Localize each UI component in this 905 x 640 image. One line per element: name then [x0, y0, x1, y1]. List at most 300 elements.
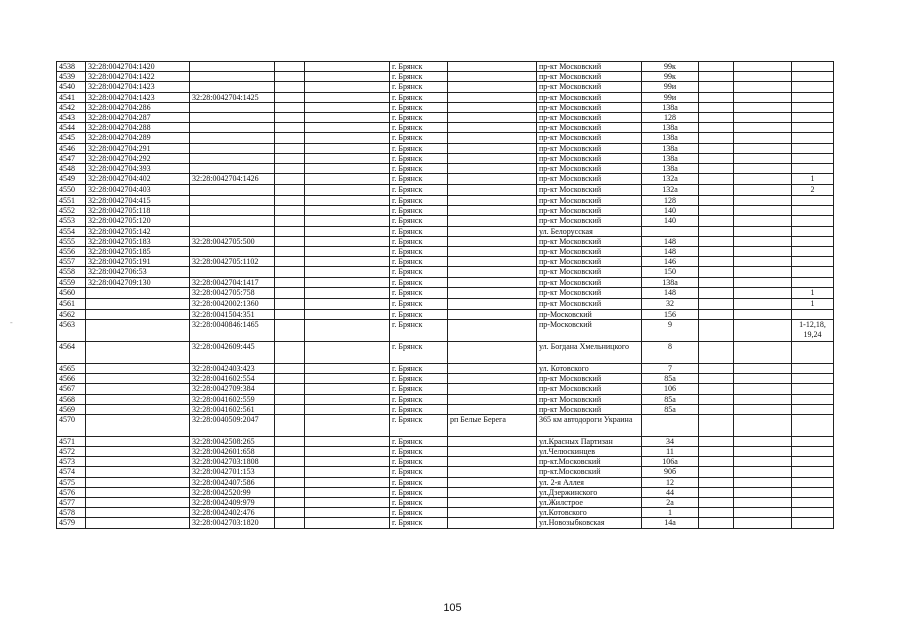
empty-cell	[734, 216, 792, 226]
settlement-cell	[448, 174, 537, 185]
settlement-cell	[448, 298, 537, 309]
table-row	[57, 143, 834, 153]
empty-cell	[305, 374, 390, 384]
empty-cell	[305, 102, 390, 112]
house-number-cell: 9	[642, 319, 699, 341]
house-number-cell: 138а	[642, 102, 699, 112]
related-cadastral-number-cell: 32:28:0041602:561	[190, 404, 275, 414]
premises-number-cell	[792, 277, 834, 287]
row-number-cell: 4578	[57, 508, 86, 518]
settlement-cell	[448, 487, 537, 497]
city-cell: г. Брянск	[390, 163, 448, 173]
empty-cell	[699, 457, 734, 467]
empty-cell	[699, 216, 734, 226]
street-cell: ул. Котовского	[537, 363, 642, 373]
premises-number-cell	[792, 404, 834, 414]
empty-cell	[275, 319, 305, 341]
table-row	[57, 518, 834, 528]
empty-cell	[305, 487, 390, 497]
street-cell: пр-кт.Московский	[537, 467, 642, 477]
cadastral-number-cell	[86, 341, 190, 363]
empty-cell	[699, 477, 734, 487]
settlement-cell	[448, 133, 537, 143]
house-number-cell: 148	[642, 247, 699, 257]
empty-cell	[699, 341, 734, 363]
row-number-cell: 4539	[57, 72, 86, 82]
row-number-cell: 4570	[57, 414, 86, 436]
house-number-cell: 138а	[642, 163, 699, 173]
table-row	[57, 82, 834, 92]
empty-cell	[305, 247, 390, 257]
city-cell: г. Брянск	[390, 384, 448, 394]
empty-cell	[305, 206, 390, 216]
empty-cell	[699, 92, 734, 102]
table-row	[57, 216, 834, 226]
premises-number-cell	[792, 216, 834, 226]
settlement-cell	[448, 498, 537, 508]
premises-number-cell	[792, 467, 834, 477]
premises-number-cell	[792, 92, 834, 102]
empty-cell	[305, 267, 390, 277]
city-cell: г. Брянск	[390, 394, 448, 404]
related-cadastral-number-cell: 32:28:0042520:99	[190, 487, 275, 497]
empty-cell	[275, 436, 305, 446]
street-cell: пр-кт Московский	[537, 143, 642, 153]
cadastral-number-cell: 32:28:0042704:393	[86, 163, 190, 173]
row-number-cell: 4571	[57, 436, 86, 446]
city-cell: г. Брянск	[390, 216, 448, 226]
row-number-cell: 4556	[57, 247, 86, 257]
street-cell: пр-кт Московский	[537, 257, 642, 267]
street-cell: пр-кт Московский	[537, 287, 642, 298]
city-cell: г. Брянск	[390, 112, 448, 122]
street-cell: ул.Жилстрое	[537, 498, 642, 508]
empty-cell	[275, 467, 305, 477]
related-cadastral-number-cell	[190, 133, 275, 143]
premises-number-cell	[792, 257, 834, 267]
house-number-cell: 138а	[642, 143, 699, 153]
house-number-cell: 14а	[642, 518, 699, 528]
empty-cell	[275, 247, 305, 257]
related-cadastral-number-cell	[190, 163, 275, 173]
premises-number-cell	[792, 477, 834, 487]
empty-cell	[699, 143, 734, 153]
city-cell: г. Брянск	[390, 277, 448, 287]
table-row	[57, 508, 834, 518]
settlement-cell	[448, 384, 537, 394]
page-number: 105	[443, 602, 462, 614]
premises-number-cell	[792, 363, 834, 373]
related-cadastral-number-cell	[190, 72, 275, 82]
settlement-cell	[448, 62, 537, 72]
city-cell: г. Брянск	[390, 518, 448, 528]
empty-cell	[305, 404, 390, 414]
empty-cell	[275, 236, 305, 246]
street-cell: ул.Новозыбковская	[537, 518, 642, 528]
empty-cell	[305, 196, 390, 206]
table-row	[57, 384, 834, 394]
cadastral-number-cell: 32:28:0042704:287	[86, 112, 190, 122]
row-number-cell: 4540	[57, 82, 86, 92]
table-row	[57, 236, 834, 246]
empty-cell	[734, 123, 792, 133]
cadastral-number-cell: 32:28:0042704:1422	[86, 72, 190, 82]
cadastral-number-cell	[86, 518, 190, 528]
related-cadastral-number-cell: 32:28:0042704:1417	[190, 277, 275, 287]
empty-cell	[734, 257, 792, 267]
empty-cell	[275, 153, 305, 163]
settlement-cell	[448, 508, 537, 518]
premises-number-cell	[792, 62, 834, 72]
empty-cell	[275, 447, 305, 457]
city-cell: г. Брянск	[390, 487, 448, 497]
house-number-cell: 140	[642, 206, 699, 216]
empty-cell	[305, 447, 390, 457]
cadastral-number-cell	[86, 487, 190, 497]
related-cadastral-number-cell	[190, 153, 275, 163]
row-number-cell: 4553	[57, 216, 86, 226]
premises-number-cell	[792, 508, 834, 518]
empty-cell	[305, 153, 390, 163]
empty-cell	[305, 226, 390, 236]
settlement-cell	[448, 123, 537, 133]
street-cell: ул. Белорусская	[537, 226, 642, 236]
empty-cell	[275, 374, 305, 384]
house-number-cell: 148	[642, 236, 699, 246]
cadastral-number-cell	[86, 414, 190, 436]
empty-cell	[699, 298, 734, 309]
empty-cell	[275, 277, 305, 287]
empty-cell	[734, 404, 792, 414]
cadastral-number-cell	[86, 457, 190, 467]
row-number-cell: 4547	[57, 153, 86, 163]
empty-cell	[275, 309, 305, 319]
house-number-cell: 128	[642, 196, 699, 206]
empty-cell	[699, 487, 734, 497]
house-number-cell: 8	[642, 341, 699, 363]
settlement-cell	[448, 404, 537, 414]
settlement-cell	[448, 82, 537, 92]
related-cadastral-number-cell: 32:28:0042402:476	[190, 508, 275, 518]
premises-number-cell: 1	[792, 298, 834, 309]
empty-cell	[275, 341, 305, 363]
settlement-cell	[448, 206, 537, 216]
cadastral-number-cell: 32:28:0042704:415	[86, 196, 190, 206]
empty-cell	[305, 363, 390, 373]
premises-number-cell	[792, 72, 834, 82]
settlement-cell	[448, 102, 537, 112]
related-cadastral-number-cell: 32:28:0040846:1465	[190, 319, 275, 341]
cadastral-number-cell	[86, 404, 190, 414]
empty-cell	[734, 72, 792, 82]
cadastral-number-cell: 32:28:0042704:291	[86, 143, 190, 153]
empty-cell	[305, 436, 390, 446]
settlement-cell	[448, 477, 537, 487]
settlement-cell	[448, 247, 537, 257]
street-cell: ул.Дзержинского	[537, 487, 642, 497]
cadastral-number-cell: 32:28:0042704:286	[86, 102, 190, 112]
house-number-cell: 148	[642, 287, 699, 298]
empty-cell	[305, 185, 390, 196]
street-cell: пр-кт Московский	[537, 92, 642, 102]
empty-cell	[734, 508, 792, 518]
premises-number-cell	[792, 143, 834, 153]
cadastral-number-cell: 32:28:0042705:142	[86, 226, 190, 236]
city-cell: г. Брянск	[390, 341, 448, 363]
empty-cell	[305, 123, 390, 133]
empty-cell	[275, 112, 305, 122]
cadastral-number-cell: 32:28:0042704:403	[86, 185, 190, 196]
premises-number-cell	[792, 153, 834, 163]
empty-cell	[305, 319, 390, 341]
street-cell: пр-кт Московский	[537, 123, 642, 133]
empty-cell	[699, 82, 734, 92]
table-row	[57, 226, 834, 236]
empty-cell	[734, 92, 792, 102]
empty-cell	[305, 72, 390, 82]
street-cell: пр-кт Московский	[537, 72, 642, 82]
row-number-cell: 4572	[57, 447, 86, 457]
city-cell: г. Брянск	[390, 457, 448, 467]
city-cell: г. Брянск	[390, 309, 448, 319]
street-cell: пр-кт Московский	[537, 196, 642, 206]
cadastral-number-cell	[86, 287, 190, 298]
empty-cell	[305, 341, 390, 363]
row-number-cell: 4559	[57, 277, 86, 287]
related-cadastral-number-cell	[190, 185, 275, 196]
settlement-cell	[448, 363, 537, 373]
house-number-cell: 132а	[642, 174, 699, 185]
house-number-cell: 138а	[642, 123, 699, 133]
row-number-cell: 4562	[57, 309, 86, 319]
city-cell: г. Брянск	[390, 447, 448, 457]
settlement-cell	[448, 92, 537, 102]
empty-cell	[305, 287, 390, 298]
city-cell: г. Брянск	[390, 102, 448, 112]
empty-cell	[275, 508, 305, 518]
premises-number-cell	[792, 247, 834, 257]
empty-cell	[734, 62, 792, 72]
row-number-cell: 4551	[57, 196, 86, 206]
city-cell: г. Брянск	[390, 196, 448, 206]
cadastral-number-cell	[86, 477, 190, 487]
table-row	[57, 319, 834, 341]
table-row	[57, 133, 834, 143]
table-row	[57, 185, 834, 196]
empty-cell	[734, 277, 792, 287]
cadastral-number-cell: 32:28:0042706:53	[86, 267, 190, 277]
house-number-cell	[642, 226, 699, 236]
table-row	[57, 309, 834, 319]
premises-number-cell: 1	[792, 174, 834, 185]
street-cell: пр-кт Московский	[537, 374, 642, 384]
table-row	[57, 206, 834, 216]
table-row	[57, 341, 834, 363]
empty-cell	[734, 298, 792, 309]
cadastral-number-cell: 32:28:0042705:191	[86, 257, 190, 267]
related-cadastral-number-cell: 32:28:0040509:2047	[190, 414, 275, 436]
cadastral-number-cell: 32:28:0042704:292	[86, 153, 190, 163]
house-number-cell	[642, 414, 699, 436]
row-number-cell: 4557	[57, 257, 86, 267]
city-cell: г. Брянск	[390, 319, 448, 341]
empty-cell	[275, 92, 305, 102]
city-cell: г. Брянск	[390, 404, 448, 414]
premises-number-cell	[792, 82, 834, 92]
cadastral-number-cell	[86, 363, 190, 373]
empty-cell	[734, 226, 792, 236]
table-row	[57, 123, 834, 133]
empty-cell	[275, 298, 305, 309]
city-cell: г. Брянск	[390, 92, 448, 102]
empty-cell	[699, 206, 734, 216]
settlement-cell: рп Белые Берега	[448, 414, 537, 436]
empty-cell	[734, 163, 792, 173]
row-number-cell: 4569	[57, 404, 86, 414]
empty-cell	[699, 436, 734, 446]
cadastral-number-cell	[86, 298, 190, 309]
street-cell: пр-кт Московский	[537, 216, 642, 226]
empty-cell	[699, 384, 734, 394]
cadastral-number-cell: 32:28:0042704:402	[86, 174, 190, 185]
row-number-cell: 4545	[57, 133, 86, 143]
empty-cell	[305, 477, 390, 487]
related-cadastral-number-cell: 32:28:0042704:1425	[190, 92, 275, 102]
premises-number-cell	[792, 226, 834, 236]
house-number-cell: 128	[642, 112, 699, 122]
settlement-cell	[448, 319, 537, 341]
row-number-cell: 4575	[57, 477, 86, 487]
house-number-cell: 11	[642, 447, 699, 457]
street-cell: ул.Котовского	[537, 508, 642, 518]
empty-cell	[734, 414, 792, 436]
related-cadastral-number-cell	[190, 226, 275, 236]
empty-cell	[699, 236, 734, 246]
premises-number-cell	[792, 436, 834, 446]
house-number-cell: 85а	[642, 404, 699, 414]
empty-cell	[699, 247, 734, 257]
premises-number-cell	[792, 414, 834, 436]
row-number-cell: 4563	[57, 319, 86, 341]
empty-cell	[699, 467, 734, 477]
house-number-cell: 1	[642, 508, 699, 518]
empty-cell	[275, 72, 305, 82]
related-cadastral-number-cell: 32:28:0042703:1808	[190, 457, 275, 467]
empty-cell	[734, 374, 792, 384]
empty-cell	[305, 257, 390, 267]
empty-cell	[734, 384, 792, 394]
empty-cell	[734, 341, 792, 363]
table-row	[57, 62, 834, 72]
house-number-cell: 12	[642, 477, 699, 487]
street-cell: пр-кт Московский	[537, 247, 642, 257]
street-cell: пр-кт Московский	[537, 133, 642, 143]
house-number-cell: 106а	[642, 457, 699, 467]
empty-cell	[275, 226, 305, 236]
related-cadastral-number-cell	[190, 196, 275, 206]
related-cadastral-number-cell: 32:28:0041504:351	[190, 309, 275, 319]
street-cell: пр-кт Московский	[537, 153, 642, 163]
empty-cell	[275, 82, 305, 92]
street-cell: пр-кт Московский	[537, 267, 642, 277]
table-row	[57, 196, 834, 206]
row-number-cell: 4567	[57, 384, 86, 394]
premises-number-cell: 1-12,18, 19,24	[792, 319, 834, 341]
table-row	[57, 163, 834, 173]
row-number-cell: 4541	[57, 92, 86, 102]
city-cell: г. Брянск	[390, 206, 448, 216]
empty-cell	[275, 384, 305, 394]
empty-cell	[305, 467, 390, 477]
related-cadastral-number-cell: 32:28:0042709:384	[190, 384, 275, 394]
empty-cell	[305, 82, 390, 92]
table-row	[57, 498, 834, 508]
empty-cell	[305, 457, 390, 467]
row-number-cell: 4544	[57, 123, 86, 133]
row-number-cell: 4538	[57, 62, 86, 72]
empty-cell	[734, 467, 792, 477]
empty-cell	[305, 163, 390, 173]
city-cell: г. Брянск	[390, 498, 448, 508]
row-number-cell: 4576	[57, 487, 86, 497]
empty-cell	[734, 436, 792, 446]
empty-cell	[305, 518, 390, 528]
settlement-cell	[448, 436, 537, 446]
settlement-cell	[448, 153, 537, 163]
house-number-cell: 32	[642, 298, 699, 309]
city-cell: г. Брянск	[390, 477, 448, 487]
street-cell: пр-Московский	[537, 309, 642, 319]
empty-cell	[734, 112, 792, 122]
city-cell: г. Брянск	[390, 226, 448, 236]
empty-cell	[734, 82, 792, 92]
cadastral-number-cell: 32:28:0042704:288	[86, 123, 190, 133]
empty-cell	[275, 206, 305, 216]
settlement-cell	[448, 309, 537, 319]
settlement-cell	[448, 277, 537, 287]
empty-cell	[305, 414, 390, 436]
house-number-cell: 106	[642, 384, 699, 394]
house-number-cell: 34	[642, 436, 699, 446]
empty-cell	[699, 123, 734, 133]
city-cell: г. Брянск	[390, 247, 448, 257]
empty-cell	[305, 498, 390, 508]
empty-cell	[305, 216, 390, 226]
street-cell: пр-кт Московский	[537, 298, 642, 309]
settlement-cell	[448, 72, 537, 82]
table-row	[57, 247, 834, 257]
cadastral-number-cell: 32:28:0042704:1423	[86, 92, 190, 102]
empty-cell	[734, 196, 792, 206]
empty-cell	[734, 153, 792, 163]
city-cell: г. Брянск	[390, 467, 448, 477]
settlement-cell	[448, 216, 537, 226]
city-cell: г. Брянск	[390, 363, 448, 373]
city-cell: г. Брянск	[390, 267, 448, 277]
empty-cell	[699, 363, 734, 373]
settlement-cell	[448, 196, 537, 206]
empty-cell	[305, 62, 390, 72]
row-number-cell: 4543	[57, 112, 86, 122]
register-table	[56, 61, 834, 529]
related-cadastral-number-cell: 32:28:0042508:265	[190, 436, 275, 446]
empty-cell	[305, 508, 390, 518]
house-number-cell: 138а	[642, 277, 699, 287]
empty-cell	[275, 143, 305, 153]
related-cadastral-number-cell: 32:28:0042705:758	[190, 287, 275, 298]
city-cell: г. Брянск	[390, 143, 448, 153]
row-number-cell: 4573	[57, 457, 86, 467]
